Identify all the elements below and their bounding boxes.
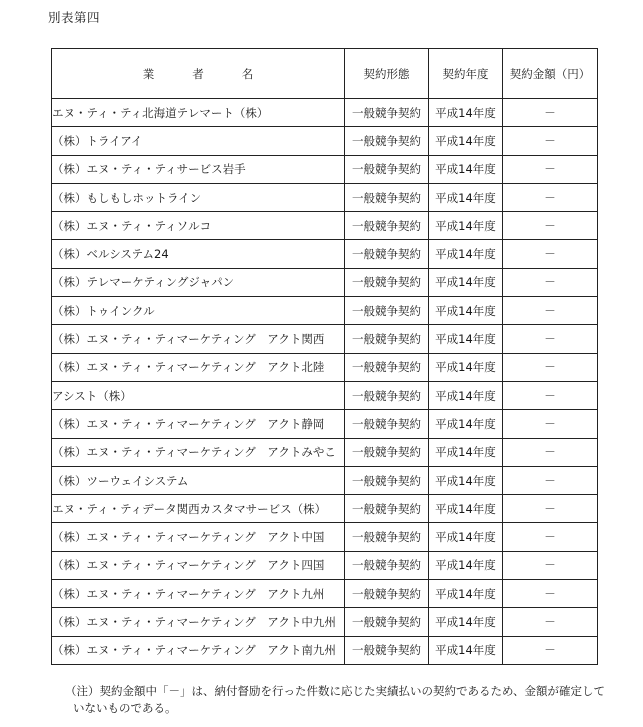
vendor-name-cell: （株）エヌ・ティ・ティマーケティング アクト四国 [52, 551, 345, 579]
contracts-table [51, 48, 598, 665]
contract-amount-cell: － [503, 99, 598, 127]
contract-year-cell: 平成14年度 [429, 240, 503, 268]
table-row [52, 551, 598, 579]
contract-amount-cell: － [503, 523, 598, 551]
contract-amount-cell: － [503, 551, 598, 579]
table-row [52, 240, 598, 268]
footnote: （注）契約金額中「－」は、納付督励を行った件数に応じた実績払いの契約であるため、金額が確定していないものである。 [65, 684, 606, 715]
contract-amount-cell: － [503, 127, 598, 155]
vendor-name-cell: （株）エヌ・ティ・ティマーケティング アクト九州 [52, 580, 345, 608]
contract-amount-cell: － [503, 410, 598, 438]
contract-year-cell: 平成14年度 [429, 99, 503, 127]
contract-year-cell: 平成14年度 [429, 183, 503, 211]
contract-year-cell: 平成14年度 [429, 495, 503, 523]
table-row [52, 495, 598, 523]
vendor-name-cell: （株）エヌ・ティ・ティマーケティング アクト北陸 [52, 353, 345, 381]
contract-method-cell: 一般競争契約 [345, 438, 429, 466]
table-row [52, 99, 598, 127]
contract-year-cell: 平成14年度 [429, 127, 503, 155]
contract-amount-cell: － [503, 325, 598, 353]
contract-method-cell: 一般競争契約 [345, 127, 429, 155]
vendor-name-cell: エヌ・ティ・ティデータ関西カスタマサービス（株） [52, 495, 345, 523]
vendor-name-cell: （株）エヌ・ティ・ティマーケティング アクト南九州 [52, 636, 345, 664]
table-row [52, 212, 598, 240]
table-body [52, 99, 598, 665]
contract-method-cell: 一般競争契約 [345, 240, 429, 268]
contract-method-cell: 一般競争契約 [345, 183, 429, 211]
contract-year-cell: 平成14年度 [429, 466, 503, 494]
vendor-name-cell: （株）もしもしホットライン [52, 183, 345, 211]
table-row [52, 325, 598, 353]
vendor-name-cell: （株）エヌ・ティ・ティマーケティング アクト中国 [52, 523, 345, 551]
header-contract-method: 契約形態 [345, 49, 429, 99]
contract-year-cell: 平成14年度 [429, 297, 503, 325]
contract-amount-cell: － [503, 297, 598, 325]
contract-method-cell: 一般競争契約 [345, 608, 429, 636]
table-row [52, 127, 598, 155]
contract-method-cell: 一般競争契約 [345, 297, 429, 325]
contract-year-cell: 平成14年度 [429, 212, 503, 240]
header-contract-year: 契約年度 [429, 49, 503, 99]
contract-method-cell: 一般競争契約 [345, 410, 429, 438]
contract-year-cell: 平成14年度 [429, 438, 503, 466]
table-row [52, 353, 598, 381]
contract-method-cell: 一般競争契約 [345, 155, 429, 183]
contract-amount-cell: － [503, 608, 598, 636]
contract-amount-cell: － [503, 268, 598, 296]
contract-year-cell: 平成14年度 [429, 608, 503, 636]
contract-method-cell: 一般競争契約 [345, 466, 429, 494]
contract-amount-cell: － [503, 353, 598, 381]
contract-year-cell: 平成14年度 [429, 636, 503, 664]
vendor-name-cell: （株）エヌ・ティ・ティソルコ [52, 212, 345, 240]
table-row [52, 466, 598, 494]
contract-method-cell: 一般競争契約 [345, 523, 429, 551]
vendor-name-cell: （株）エヌ・ティ・ティマーケティング アクト静岡 [52, 410, 345, 438]
contract-method-cell: 一般競争契約 [345, 325, 429, 353]
contract-method-cell: 一般競争契約 [345, 268, 429, 296]
contract-year-cell: 平成14年度 [429, 410, 503, 438]
table-row [52, 268, 598, 296]
vendor-name-cell: （株）ベルシステム24 [52, 240, 345, 268]
contract-year-cell: 平成14年度 [429, 580, 503, 608]
contract-method-cell: 一般競争契約 [345, 580, 429, 608]
vendor-name-cell: （株）エヌ・ティ・ティマーケティング アクト中九州 [52, 608, 345, 636]
vendor-name-cell: （株）エヌ・ティ・ティマーケティング アクトみやこ [52, 438, 345, 466]
table-row [52, 155, 598, 183]
vendor-name-cell: アシスト（株） [52, 381, 345, 409]
vendor-name-cell: （株）エヌ・ティ・ティマーケティング アクト関西 [52, 325, 345, 353]
page-label: 別表第四 [48, 10, 101, 25]
contract-method-cell: 一般競争契約 [345, 551, 429, 579]
contract-year-cell: 平成14年度 [429, 268, 503, 296]
table-row [52, 183, 598, 211]
contract-amount-cell: － [503, 240, 598, 268]
contract-amount-cell: － [503, 212, 598, 240]
vendor-name-cell: （株）トゥインクル [52, 297, 345, 325]
contract-year-cell: 平成14年度 [429, 325, 503, 353]
contract-amount-cell: － [503, 183, 598, 211]
contract-year-cell: 平成14年度 [429, 155, 503, 183]
table-row [52, 410, 598, 438]
table-row [52, 580, 598, 608]
contract-method-cell: 一般競争契約 [345, 353, 429, 381]
contract-amount-cell: － [503, 155, 598, 183]
vendor-name-cell: （株）テレマーケティングジャパン [52, 268, 345, 296]
header-vendor-name-text: 業者名 [142, 66, 292, 81]
vendor-name-cell: （株）トライアイ [52, 127, 345, 155]
table-row [52, 636, 598, 664]
vendor-name-cell: エヌ・ティ・ティ北海道テレマート（株） [52, 99, 345, 127]
contract-year-cell: 平成14年度 [429, 523, 503, 551]
header-row [52, 49, 598, 99]
contract-amount-cell: － [503, 466, 598, 494]
table-row [52, 523, 598, 551]
contract-method-cell: 一般競争契約 [345, 636, 429, 664]
contract-amount-cell: － [503, 381, 598, 409]
contract-method-cell: 一般競争契約 [345, 99, 429, 127]
table-header [52, 49, 598, 99]
contract-year-cell: 平成14年度 [429, 381, 503, 409]
contract-method-cell: 一般競争契約 [345, 495, 429, 523]
contract-year-cell: 平成14年度 [429, 353, 503, 381]
table-row [52, 297, 598, 325]
contract-method-cell: 一般競争契約 [345, 212, 429, 240]
vendor-name-cell: （株）ツーウェイシステム [52, 466, 345, 494]
table-row [52, 438, 598, 466]
table-row [52, 381, 598, 409]
contract-amount-cell: － [503, 636, 598, 664]
vendor-name-cell: （株）エヌ・ティ・ティサービス岩手 [52, 155, 345, 183]
header-contract-amount: 契約金額（円） [503, 49, 598, 99]
contract-amount-cell: － [503, 580, 598, 608]
table-row [52, 608, 598, 636]
contract-amount-cell: － [503, 495, 598, 523]
contract-year-cell: 平成14年度 [429, 551, 503, 579]
contract-amount-cell: － [503, 438, 598, 466]
header-vendor-name [52, 49, 345, 99]
contract-method-cell: 一般競争契約 [345, 381, 429, 409]
